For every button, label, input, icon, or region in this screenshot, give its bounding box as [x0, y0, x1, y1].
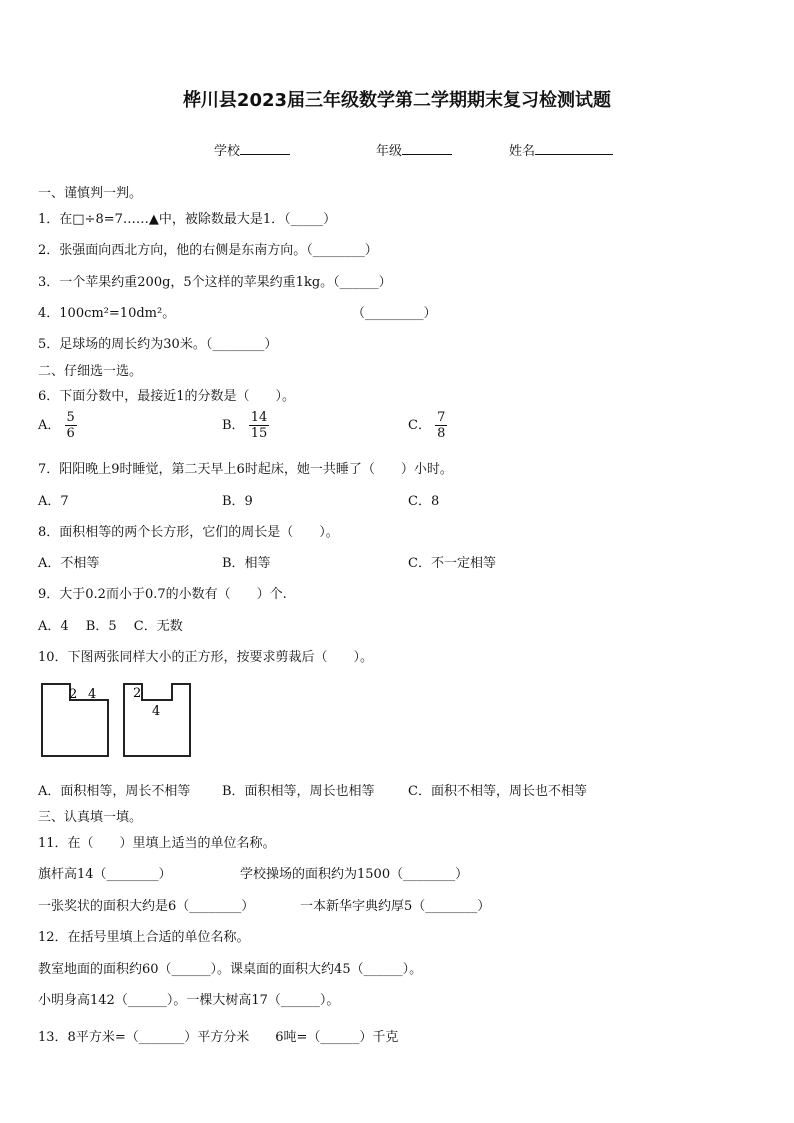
grade-blank[interactable] [402, 141, 452, 155]
q10-option-a[interactable]: A．面积相等，周长不相等 [38, 784, 191, 799]
q6-option-a[interactable] [38, 410, 77, 441]
question-9: 9．大于0.2而小于0.7的小数有（ ）个. [38, 587, 287, 602]
q7-option-a[interactable]: A．7 [38, 494, 69, 509]
q10-option-b[interactable]: B．面积相等，周长也相等 [222, 784, 375, 799]
school-label: 学校 [214, 144, 241, 159]
grade-field [376, 140, 452, 159]
question-6: 6．下面分数中，最接近1的分数是（ ）。 [38, 389, 296, 404]
school-field [214, 140, 290, 159]
question-5: 5．足球场的周长约为30米。（________） [38, 337, 278, 352]
q12-line-a[interactable]: 教室地面的面积约60（______）。课桌面的面积大约45（______）。 [38, 962, 423, 977]
q9-options[interactable]: A．4 B．5 C．无数 [38, 619, 183, 634]
q6-option-a-label: A． [38, 418, 61, 433]
question-4-answer-blank[interactable]: （_________） [352, 306, 437, 321]
q6-c-denominator: 8 [437, 426, 446, 441]
q10-fig1-label-b: 4 [88, 687, 97, 702]
q6-b-denominator: 15 [250, 426, 268, 441]
q6-b-numerator: 14 [250, 410, 268, 425]
q6-option-c-label: C． [408, 418, 431, 433]
q8-option-a[interactable]: A．不相等 [38, 556, 100, 571]
q12-line-b[interactable]: 小明身高142（______）。一棵大树高17（______）。 [38, 993, 340, 1008]
question-10: 10．下图两张同样大小的正方形，按要求剪裁后（ ）。 [38, 650, 374, 665]
question-12: 12．在括号里填上合适的单位名称。 [38, 930, 250, 945]
question-1: 1．在□÷8=7……▲中，被除数最大是1．（_____） [38, 212, 337, 227]
name-field [509, 140, 613, 159]
section2-heading: 二、仔细选一选。 [38, 364, 143, 379]
q11-item-a[interactable]: 旗杆高14（________） [38, 867, 172, 882]
grade-label: 年级 [376, 144, 403, 159]
q8-option-c[interactable]: C．不一定相等 [408, 556, 496, 571]
section1-heading: 一、谨慎判一判。 [38, 186, 143, 201]
q10-option-c[interactable]: C．面积不相等，周长也不相等 [408, 784, 587, 799]
school-blank[interactable] [240, 141, 290, 155]
q6-fraction-c [435, 410, 447, 441]
q6-c-numerator: 7 [437, 410, 446, 425]
q7-option-c[interactable]: C．8 [408, 494, 440, 509]
question-4: 4．100cm²=10dm²。 [38, 306, 176, 321]
page-title: 桦川县2023届三年级数学第二学期期末复习检测试题 [182, 90, 612, 111]
q10-square-1 [42, 684, 108, 756]
name-blank[interactable] [535, 141, 613, 155]
section3-heading: 三、认真填一填。 [38, 810, 143, 825]
q6-fraction-b [249, 410, 270, 441]
q10-fig1-label-a: 2 [69, 687, 78, 702]
q6-option-b[interactable] [222, 410, 269, 441]
q11-item-c[interactable]: 一张奖状的面积大约是6（________） [38, 899, 255, 914]
q10-square-2 [124, 684, 190, 756]
q6-option-c[interactable] [408, 410, 447, 441]
q7-option-b[interactable]: B．9 [222, 494, 253, 509]
q11-item-d[interactable]: 一本新华字典约厚5（________） [300, 899, 491, 914]
name-label: 姓名 [509, 144, 536, 159]
q10-fig2-label-a: 2 [133, 686, 142, 701]
q6-a-denominator: 6 [66, 426, 75, 441]
question-2: 2．张强面向西北方向，他的右侧是东南方向。（________） [38, 243, 378, 258]
q10-fig2-label-b: 4 [152, 704, 161, 719]
q6-option-b-label: B． [222, 418, 245, 433]
q11-item-b[interactable]: 学校操场的面积约为1500（________） [240, 867, 469, 882]
question-7: 7．阳阳晚上9时睡觉，第二天早上6时起床，她一共睡了（ ）小时。 [38, 462, 453, 477]
question-3: 3．一个苹果约重200g，5个这样的苹果约重1kg。（______） [38, 275, 392, 290]
q6-fraction-a [65, 410, 77, 441]
question-13[interactable]: 13．8平方米=（_______）平方分米 6吨=（______）千克 [38, 1030, 399, 1045]
question-11: 11．在（ ）里填上适当的单位名称。 [38, 836, 276, 851]
q8-option-b[interactable]: B．相等 [222, 556, 271, 571]
q6-a-numerator: 5 [66, 410, 75, 425]
q10-figure [38, 680, 198, 762]
question-8: 8．面积相等的两个长方形，它们的周长是（ ）。 [38, 525, 339, 540]
